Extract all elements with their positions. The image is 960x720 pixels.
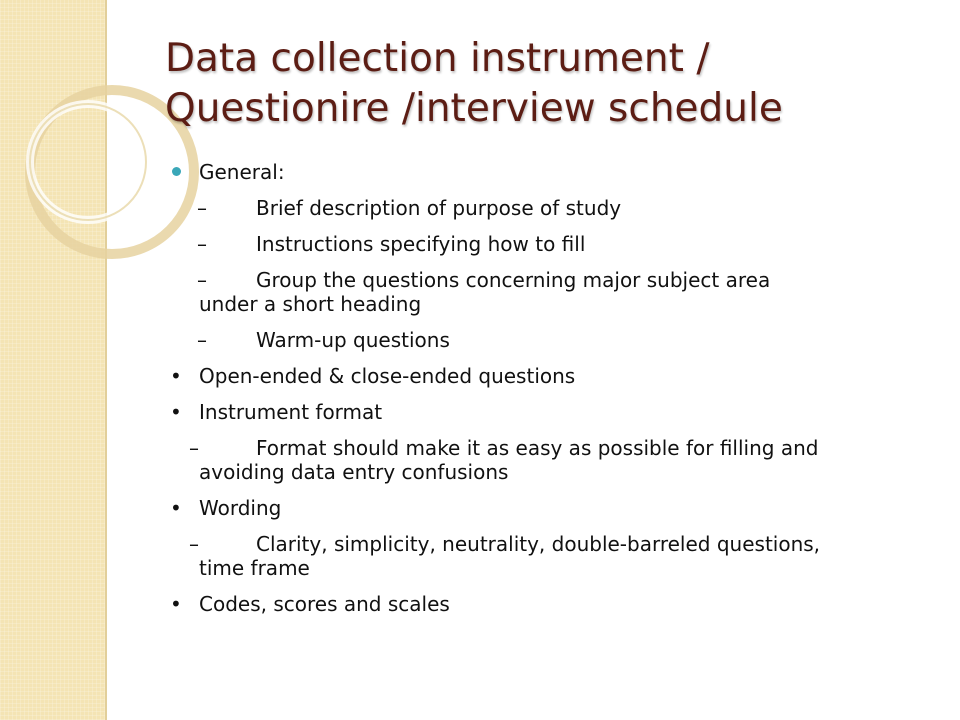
sub-item-text: Instructions specifying how to fill (256, 232, 586, 256)
bullet-icon: • (170, 592, 182, 616)
sub-item-text-continued: avoiding data entry confusions (199, 460, 509, 484)
list-item-text: Wording (199, 496, 282, 520)
title-line-1: Data collection instrument / (165, 36, 710, 81)
sub-item (167, 232, 927, 256)
bullet-icon: • (170, 400, 182, 424)
title-line-2: Questionire /interview schedule (165, 86, 783, 131)
dash-icon: – (197, 196, 207, 220)
list-item-open-ended (167, 364, 927, 388)
dash-icon: – (189, 532, 199, 556)
list-item-text: Open-ended & close-ended questions (199, 364, 576, 388)
bullet-icon: • (170, 496, 182, 520)
sub-item-text: Format should make it as easy as possible for filling and (256, 436, 819, 460)
list-item-text: Instrument format (199, 400, 383, 424)
list-item-wording (167, 496, 927, 520)
dash-icon: – (197, 268, 207, 292)
sub-item-text: Warm-up questions (256, 328, 450, 352)
list-item-text: Codes, scores and scales (199, 592, 450, 616)
dash-icon: – (189, 436, 199, 460)
sub-item (167, 436, 927, 484)
dash-icon: – (197, 232, 207, 256)
list-item-general (167, 160, 927, 184)
sub-item-text: Brief description of purpose of study (256, 196, 622, 220)
sub-item-text: Group the questions concerning major subject area (256, 268, 771, 292)
general-label: General: (199, 160, 285, 184)
dash-icon: – (197, 328, 207, 352)
sub-item (167, 532, 927, 580)
sub-item (167, 268, 927, 316)
teal-bullet-icon (172, 167, 181, 176)
bullet-list (167, 160, 927, 628)
sub-item-text: Clarity, simplicity, neutrality, double-barreled questions, (256, 532, 821, 556)
sub-item-text-continued: time frame (199, 556, 310, 580)
sub-item (167, 196, 927, 220)
list-item-instrument-format (167, 400, 927, 424)
slide-title (165, 34, 925, 134)
bullet-icon: • (170, 364, 182, 388)
sub-item (167, 328, 927, 352)
sub-item-text-continued: under a short heading (199, 292, 422, 316)
list-item-codes (167, 592, 927, 616)
